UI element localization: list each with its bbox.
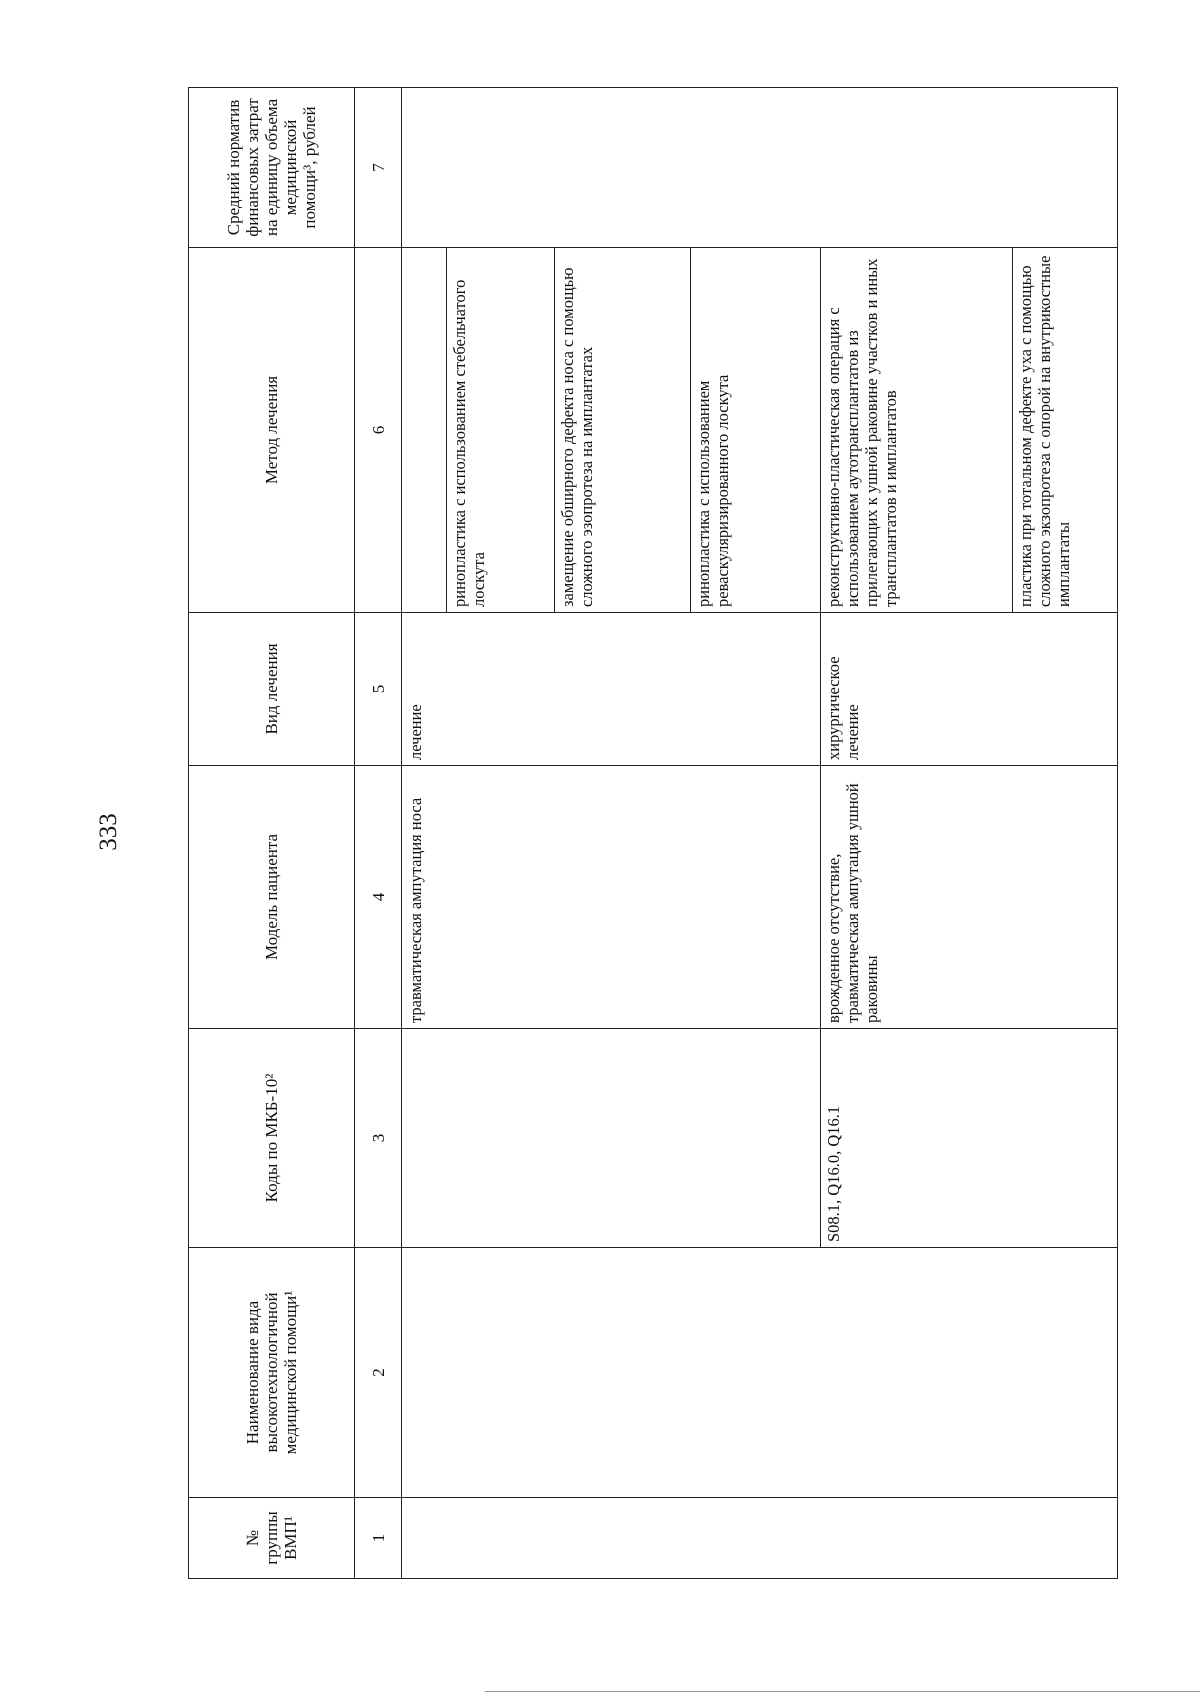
column-number-row <box>355 88 402 1579</box>
treatment-method-cell <box>402 248 1118 613</box>
header-vmp-name: Наименование вида высокотехнологичной медицинской помощи¹ <box>189 1248 355 1498</box>
cell-divider <box>554 248 555 612</box>
header-icd-codes: Коды по МКБ-10² <box>189 1029 355 1248</box>
patient-model-cell <box>402 766 1118 1029</box>
icd-codes-cell <box>402 1029 1118 1248</box>
table-body-row <box>402 88 1118 1579</box>
vmp-name-cell <box>402 1248 1118 1498</box>
column-number: 7 <box>355 88 402 248</box>
column-number: 3 <box>355 1029 402 1248</box>
column-number: 2 <box>355 1248 402 1498</box>
treatment-method-text: замещение обширного дефекта носа с помощью сложного эзопротеза на имплантатах <box>558 267 596 607</box>
group-number-cell <box>402 1498 1118 1579</box>
header-group-number: № группы ВМП¹ <box>189 1498 355 1579</box>
column-number: 4 <box>355 766 402 1029</box>
cell-divider <box>820 613 821 765</box>
treatment-method-text: пластика при тотальном дефекте уха с помощью сложного экзопротеза с опорой на внутрикостные имплантаты <box>1016 255 1073 607</box>
header-cost-norm: Средний норматив финансовых затрат на единицу объема медицинской помощи³, рублей <box>189 88 355 248</box>
cell-divider <box>690 248 691 612</box>
cost-norm-cell <box>402 88 1118 248</box>
treatment-type-cell <box>402 613 1118 766</box>
cell-divider <box>402 247 446 248</box>
cell-divider <box>1012 248 1013 612</box>
scan-edge-line <box>485 1691 1200 1692</box>
cell-divider <box>446 248 447 612</box>
treatment-method-text: реконструктивно-пластическая операция с использованием аутотрансплантатов из прилегающих к ушной раковине участков и иных трансплантатов и имплантатов <box>824 258 900 607</box>
patient-model-text: врожденное отсутствие, травматическая ампутация ушной раковины <box>824 783 881 1023</box>
treatment-type-text: лечение <box>406 704 425 760</box>
column-number: 1 <box>355 1498 402 1579</box>
vmp-table <box>188 87 1118 1579</box>
treatment-method-text: ринопластика с использованием реваскуляризированного лоскута <box>694 374 732 607</box>
patient-model-text: травматическая ампутация носа <box>406 797 425 1023</box>
header-treatment-method: Метод лечения <box>189 248 355 613</box>
cell-divider <box>820 766 821 1028</box>
page-number: 333 <box>95 813 122 851</box>
rotated-table-wrapper <box>188 88 1118 1579</box>
icd-codes-text: S08.1, Q16.0, Q16.1 <box>824 1105 843 1242</box>
cell-divider <box>820 1029 821 1247</box>
column-number: 5 <box>355 613 402 766</box>
header-patient-model: Модель пациента <box>189 766 355 1029</box>
treatment-method-text: ринопластика с использованием стебельчатого лоскута <box>450 279 488 607</box>
column-number: 6 <box>355 248 402 613</box>
header-treatment-type: Вид лечения <box>189 613 355 766</box>
header-row <box>189 88 355 1579</box>
cell-divider <box>820 248 821 612</box>
treatment-type-text: хирургическое лечение <box>824 656 862 760</box>
